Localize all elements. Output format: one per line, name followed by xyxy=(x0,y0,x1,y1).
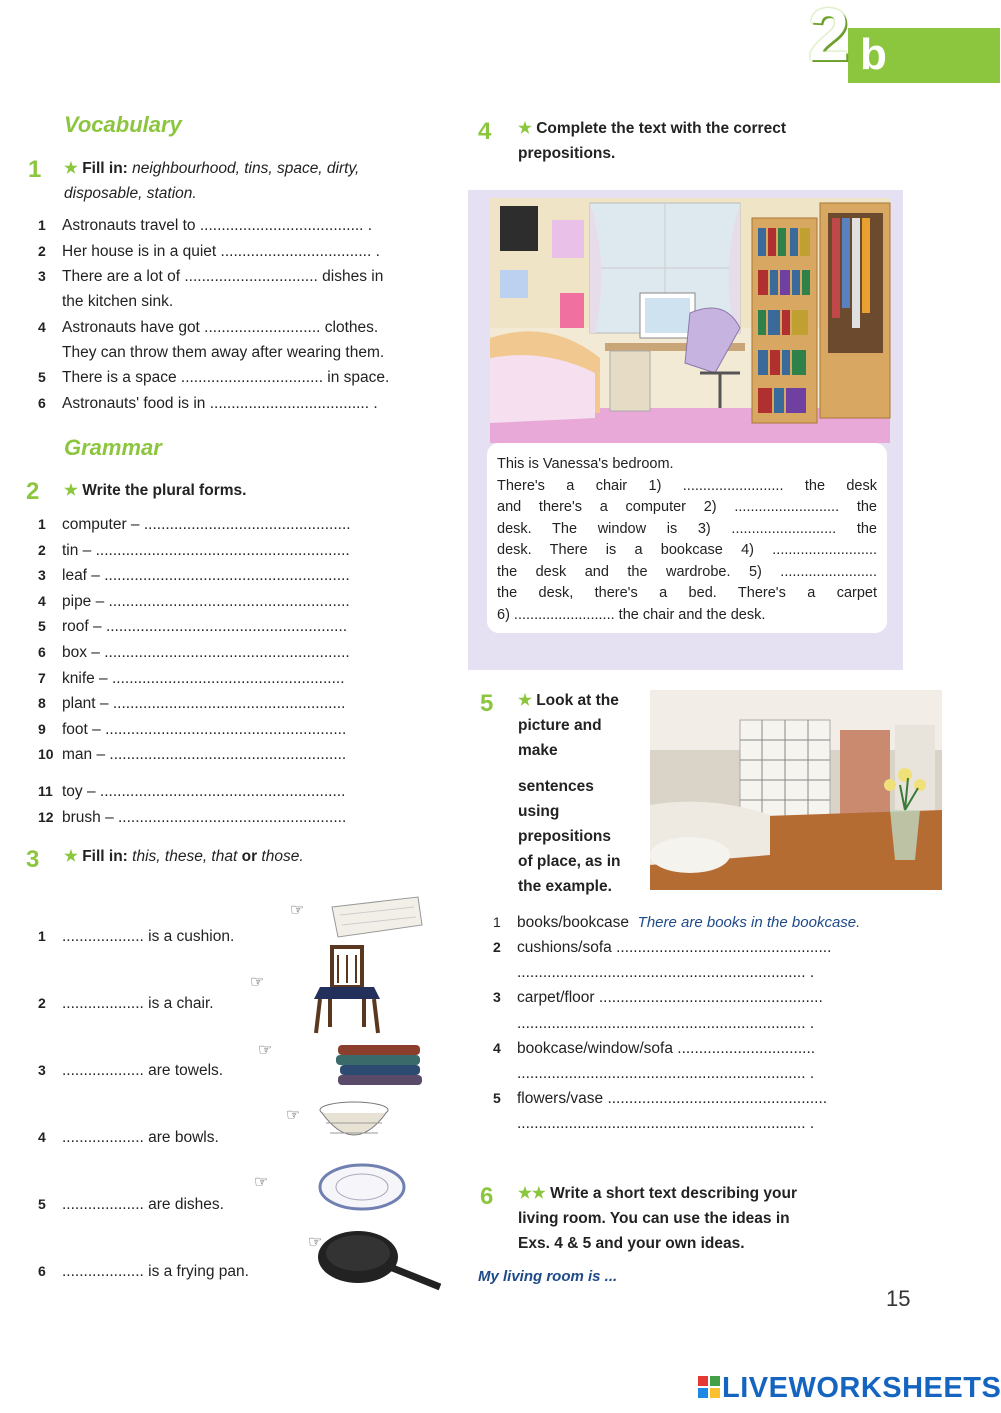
ex2-item-number: 7 xyxy=(38,669,46,686)
ex6-instruction-line xyxy=(518,1181,878,1206)
ex3-item-text[interactable]: ................... are dishes. xyxy=(62,1196,224,1213)
dishes-image xyxy=(320,1165,404,1209)
ex5-instruction-text: make xyxy=(518,742,558,760)
ex4-instruction: ★ Complete the text with the correct prepositions. xyxy=(518,120,786,162)
grammar-heading: Grammar xyxy=(64,435,162,460)
ex4-text-line[interactable]: desk. The window is 3) .......................... the xyxy=(497,520,877,537)
ex2-item-text[interactable]: pipe – ........................................................ xyxy=(62,592,350,610)
ex2-item-number: 6 xyxy=(38,643,46,660)
svg-text:☞: ☞ xyxy=(290,902,305,919)
ex2-item-text[interactable]: box – ......................................................... xyxy=(62,643,350,661)
ex5-item xyxy=(493,1061,831,1086)
ex1-item-number: 1 xyxy=(38,217,46,233)
ex5-item-text[interactable]: ................................................................... . xyxy=(517,1065,815,1083)
ex1-number: 1 xyxy=(28,156,42,183)
svg-text:☞: ☞ xyxy=(250,974,265,991)
ex3-list xyxy=(38,903,249,1305)
ex5-list xyxy=(493,935,831,1137)
ex3-pictures xyxy=(250,895,440,1295)
ex5-item xyxy=(493,1036,831,1061)
ex5-instruction-text: the example. xyxy=(518,878,612,896)
ex1-item xyxy=(38,213,389,239)
ex2-list xyxy=(38,512,351,830)
ex2-item xyxy=(38,805,351,831)
ex5-instruction-line xyxy=(518,874,658,899)
ex5-item-text[interactable]: ................................................................... . xyxy=(517,1014,815,1032)
ex4-text-line[interactable]: There's a chair 1) ......................... the desk xyxy=(497,477,877,494)
ex5-instruction-line xyxy=(518,713,658,738)
ex2-item xyxy=(38,691,351,717)
ex1-item-text[interactable]: There are a lot of ............................... dishes in xyxy=(62,268,384,286)
ex5-item-number: 4 xyxy=(493,1039,501,1056)
ex5-instruction-line xyxy=(518,774,658,799)
pointing-hand-icon xyxy=(258,1042,272,1059)
ex5-item xyxy=(493,1011,831,1036)
ex1-item xyxy=(38,341,389,366)
ex1-item xyxy=(38,391,389,417)
ex1-item xyxy=(38,365,389,391)
ex2-item xyxy=(38,779,351,805)
bedroom-illustration xyxy=(490,198,890,443)
ex2-item-text[interactable]: roof – ........................................................ xyxy=(62,618,348,636)
ex3-item-text[interactable]: ................... is a chair. xyxy=(62,995,214,1012)
ex1-item-text[interactable]: the kitchen sink. xyxy=(62,293,174,311)
ex2-item xyxy=(38,538,351,564)
ex5-instruction-line xyxy=(518,688,658,713)
pointing-hand-icon xyxy=(254,1174,268,1191)
ex5-instruction-text: picture and xyxy=(518,717,602,735)
ex3-item xyxy=(38,1238,249,1305)
ex2-item-number: 10 xyxy=(38,746,54,763)
ex5-number: 5 xyxy=(480,690,494,717)
ex6-instruction-line xyxy=(518,1206,878,1231)
ex2-item-text[interactable]: leaf – ......................................................... xyxy=(62,567,350,585)
ex2-item-number: 12 xyxy=(38,808,54,825)
ex2-item-number: 8 xyxy=(38,695,46,712)
ex2-item xyxy=(38,742,351,768)
ex2-item-number: 4 xyxy=(38,592,46,609)
ex1-item xyxy=(38,290,389,315)
vocabulary-heading: Vocabulary xyxy=(64,112,182,137)
ex5-instruction-line xyxy=(518,738,658,763)
ex2-item-text[interactable]: man – ....................................................... xyxy=(62,746,347,764)
ex1-item xyxy=(38,239,389,265)
towels-image xyxy=(336,1045,422,1085)
ex5-item xyxy=(493,935,831,960)
ex5-item xyxy=(493,985,831,1010)
ex6-instruction-text: living room. You can use the ideas in xyxy=(518,1210,790,1227)
svg-text:☞: ☞ xyxy=(258,1042,273,1059)
ex5-item-text[interactable]: ................................................................... . xyxy=(517,964,815,982)
ex6-starter: My living room is ... xyxy=(478,1268,618,1285)
ex3-item-number: 3 xyxy=(38,1062,46,1078)
chair-image xyxy=(314,947,380,1033)
liveworksheets-logo-icon xyxy=(698,1376,720,1398)
living-room-photo xyxy=(650,690,942,890)
ex4-text-line[interactable]: and there's a computer 2) .......................... the xyxy=(497,499,877,515)
ex3-item xyxy=(38,1037,249,1104)
ex2-item xyxy=(38,512,351,538)
ex3-item-text[interactable]: ................... is a frying pan. xyxy=(62,1263,249,1280)
pointing-hand-icon xyxy=(250,974,264,991)
ex4-text-line[interactable]: the desk, there's a bed. There's a carpet xyxy=(497,585,877,601)
ex1-item-text[interactable]: Astronauts' food is in ..................................... . xyxy=(62,394,378,412)
ex1-instruction: ★ Fill in: neighbourhood, tins, space, dirty, disposable, station. xyxy=(64,160,360,202)
ex5-example: 1 books/bookcase There are books in the bookcase. xyxy=(493,914,861,931)
spacer xyxy=(38,768,351,779)
ex2-item xyxy=(38,589,351,615)
frying-pan-image xyxy=(318,1231,440,1287)
ex6-instruction-line xyxy=(518,1231,878,1256)
ex3-item xyxy=(38,1104,249,1171)
svg-text:☞: ☞ xyxy=(308,1234,323,1251)
ex4-number: 4 xyxy=(478,118,492,145)
ex4-text-box xyxy=(487,443,887,633)
ex2-item-number: 1 xyxy=(38,516,46,532)
ex1-item-number: 3 xyxy=(38,268,46,285)
ex5-item-text[interactable]: flowers/vase ................................................... xyxy=(517,1090,828,1108)
ex4-text-line[interactable]: the desk and the wardrobe. 5) ........................ xyxy=(497,563,877,580)
ex5-instruction-text: Look at the xyxy=(536,692,619,709)
ex2-instruction: ★ Write the plural forms. xyxy=(64,482,247,499)
ex2-item-text[interactable]: plant – ...................................................... xyxy=(62,695,346,713)
ex3-item xyxy=(38,903,249,970)
ex2-number: 2 xyxy=(26,478,40,505)
ex2-item-text[interactable]: computer – ................................................ xyxy=(62,516,351,533)
ex6-instruction-text: Exs. 4 & 5 and your own ideas. xyxy=(518,1235,745,1252)
star-icon: ★★ xyxy=(518,1185,551,1202)
ex5-instruction-text: using xyxy=(518,802,560,820)
ex1-item-text[interactable]: There is a space ................................. in space. xyxy=(62,369,390,387)
pointing-hand-icon xyxy=(286,1107,300,1124)
pointing-hand-icon xyxy=(308,1234,322,1251)
ex3-item-text[interactable]: ................... are towels. xyxy=(62,1062,224,1079)
ex2-item xyxy=(38,563,351,589)
page-number: 15 xyxy=(886,1286,911,1311)
ex3-number: 3 xyxy=(26,846,40,873)
ex2-item-number: 11 xyxy=(38,782,53,799)
ex2-item-text[interactable]: tin – ........................................................... xyxy=(62,541,350,559)
ex5-instruction-text: prepositions xyxy=(518,828,612,846)
ex5-item xyxy=(493,1086,831,1111)
ex4-text-line[interactable]: desk. There is a bookcase 4) .......................... xyxy=(497,542,877,558)
ex2-item-number: 5 xyxy=(38,618,46,635)
ex5-instruction-text: of place, as in xyxy=(518,853,621,871)
ex2-item-text[interactable]: foot – ........................................................ xyxy=(62,720,347,738)
ex3-instruction: ★ Fill in: this, these, that or those. xyxy=(64,848,304,865)
ex3-item-text[interactable]: ................... is a cushion. xyxy=(62,928,235,945)
ex2-item xyxy=(38,614,351,640)
ex5-instruction xyxy=(518,688,658,900)
ex3-item xyxy=(38,970,249,1037)
ex1-item-text[interactable]: They can throw them away after wearing them. xyxy=(62,343,385,361)
ex5-item-text[interactable]: cushions/sofa .................................................. xyxy=(517,939,832,956)
ex3-item-text[interactable]: ................... are bowls. xyxy=(62,1129,219,1146)
cushion-image xyxy=(332,897,422,937)
ex4-text-line[interactable]: 6) ......................... the chair and the desk. xyxy=(497,606,766,623)
ex2-item-text[interactable]: knife – ...................................................... xyxy=(62,669,345,687)
ex5-item-text[interactable]: ................................................................... . xyxy=(517,1115,815,1133)
ex3-item-number: 1 xyxy=(38,928,46,944)
ex5-instruction-line xyxy=(518,824,658,849)
ex3-item-number: 6 xyxy=(38,1263,46,1279)
ex1-item-text[interactable]: Astronauts have got ........................... clothes. xyxy=(62,318,379,336)
star-icon: ★ xyxy=(518,692,537,709)
ex2-item-number: 2 xyxy=(38,541,46,558)
ex5-item xyxy=(493,1111,831,1136)
ex3-item-number: 2 xyxy=(38,995,46,1011)
ex1-item-number: 5 xyxy=(38,369,46,386)
ex2-item xyxy=(38,666,351,692)
pointing-hand-icon xyxy=(290,902,304,919)
ex5-item-number: 5 xyxy=(493,1090,501,1107)
ex1-item-text[interactable]: Her house is in a quiet ................................... . xyxy=(62,242,380,260)
unit-number: 2 xyxy=(808,0,850,76)
svg-text:☞: ☞ xyxy=(254,1174,269,1191)
ex3-item-number: 4 xyxy=(38,1129,46,1145)
footer-brand[interactable]: LIVEWORKSHEETS xyxy=(722,1372,1001,1404)
ex3-item xyxy=(38,1171,249,1238)
ex2-item xyxy=(38,717,351,743)
ex2-item xyxy=(38,640,351,666)
ex1-item xyxy=(38,264,389,290)
ex2-item-text[interactable]: brush – ..................................................... xyxy=(62,808,347,826)
ex1-item xyxy=(38,315,389,341)
ex6-instruction xyxy=(518,1181,878,1256)
ex6-number: 6 xyxy=(480,1183,494,1210)
ex5-item xyxy=(493,960,831,985)
ex5-item-text[interactable]: carpet/floor .................................................... xyxy=(517,989,823,1007)
ex5-item-number: 2 xyxy=(493,939,501,955)
ex2-item-text[interactable]: toy – ......................................................... xyxy=(62,782,346,800)
ex4-text-line: This is Vanessa's bedroom. xyxy=(497,456,674,472)
ex2-item-number: 9 xyxy=(38,720,46,737)
ex5-instruction-line xyxy=(518,799,658,824)
ex1-item-number: 4 xyxy=(38,318,46,335)
ex5-item-number: 3 xyxy=(493,989,501,1006)
ex1-item-number: 2 xyxy=(38,242,46,259)
svg-text:☞: ☞ xyxy=(286,1107,301,1124)
ex1-item-number: 6 xyxy=(38,394,46,411)
bowls-image xyxy=(320,1102,388,1135)
unit-letter: b xyxy=(860,30,887,79)
ex6-instruction-text: Write a short text describing your xyxy=(550,1185,798,1202)
ex1-item-text[interactable]: Astronauts travel to ...................................... . xyxy=(62,217,373,234)
ex2-item-number: 3 xyxy=(38,567,46,584)
ex5-instruction-line xyxy=(518,849,658,874)
ex1-list xyxy=(38,213,389,417)
ex3-item-number: 5 xyxy=(38,1196,46,1212)
ex5-instruction-text: sentences xyxy=(518,777,594,795)
ex5-item-text[interactable]: bookcase/window/sofa ................................ xyxy=(517,1039,816,1057)
